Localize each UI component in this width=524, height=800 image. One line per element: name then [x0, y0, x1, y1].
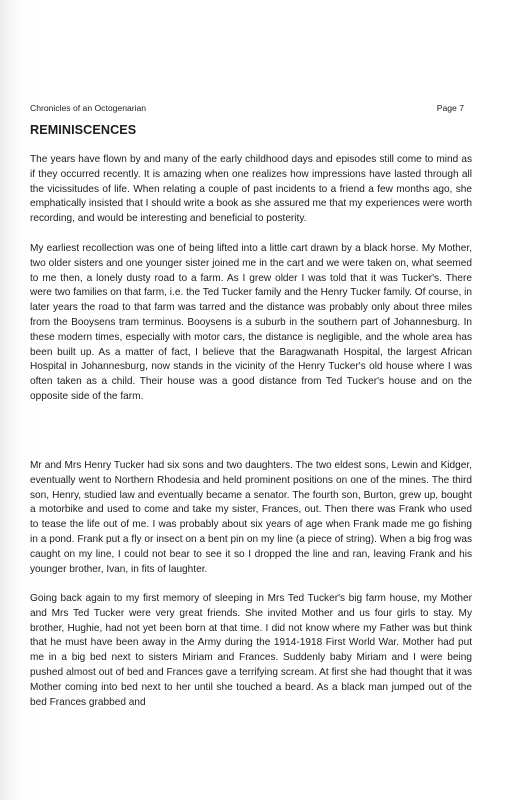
page-number: Page 7 [436, 103, 464, 113]
section-heading: REMINISCENCES [30, 123, 137, 137]
page-header [30, 102, 464, 114]
book-title: Chronicles of an Octogenarian [30, 103, 147, 113]
paragraph-farm-house-memory: Going back again to my first memory of sleeping in Mrs Ted Tucker's big farm house, my Mother and Mrs Ted Tucker were very great friends. She invited Mother and us four girls to stay. My brother, Hughie, had not yet been born at that time. I did not know where my Father was but think that he must have been away in the Army during the 1914-1918 First World War. Mother had put me in a big bed next to sisters Miriam and Frances. Suddenly baby Miriam and I were being pushed almost out of bed and Frances gave a terrifying scream. At first she had thought that it was Mother coming into bed next to her until she touched a beard. As a black man jumped out of the bed Frances grabbed and [30, 593, 472, 708]
paragraph-earliest-recollection: My earliest recollection was one of being lifted into a little cart drawn by a black horse. My Mother, two older sisters and one younger sister joined me in the cart and we were taken on, what seemed to me then, a lonely dusty road to a farm. As I grew older I was told that it was Tucker's. There were two families on that farm, i.e. the Ted Tucker family and the Henry Tucker family. Of course, in later years the road to that farm was tarred and the distance was probably only about three miles from the Booysens tram terminus. Booysens is a suburb in the southern part of Johannesburg. In these modern times, especially with motor cars, the distance is negligible, and the whole area has been built up. As a matter of fact, I believe that the Baragwanath Hospital, the largest African Hospital in Johannesburg, now stands in the vicinity of the Henry Tucker's old house where I was often taken as a child. Their house was a good distance from Ted Tucker's house and on the opposite side of the farm. [30, 243, 472, 402]
paragraph-henry-tucker-family: Mr and Mrs Henry Tucker had six sons and two daughters. The two eldest sons, Lewin and Kidger, eventually went to Northern Rhodesia and held prominent positions on one of the mines. The third son, Henry, studied law and eventually became a senator. The fourth son, Burton, grew up, bought a motorbike and used to come and take my sister, Frances, out. Then there was Frank who used to tease the life out of me. I was probably about six years of age when Frank made me go fishing in a pond. Frank put a fly or insect on a bent pin on my line (a piece of string). When a big frog was caught on my line, I could not bear to see it so I dropped the line and ran, leaving Frank and his younger brother, Ivan, in fits of laughter. [30, 460, 472, 575]
paragraph-intro: The years have flown by and many of the early childhood days and episodes still come to mind as if they occurred recently. It is amazing when one realizes how impressions have lasted through all the vicissitudes of life. When relating a couple of past incidents to a friend a few months ago, she emphatically insisted that I should write a book as she assured me that my experiences were worth recording, and would be interesting and beneficial to posterity. [30, 154, 472, 225]
